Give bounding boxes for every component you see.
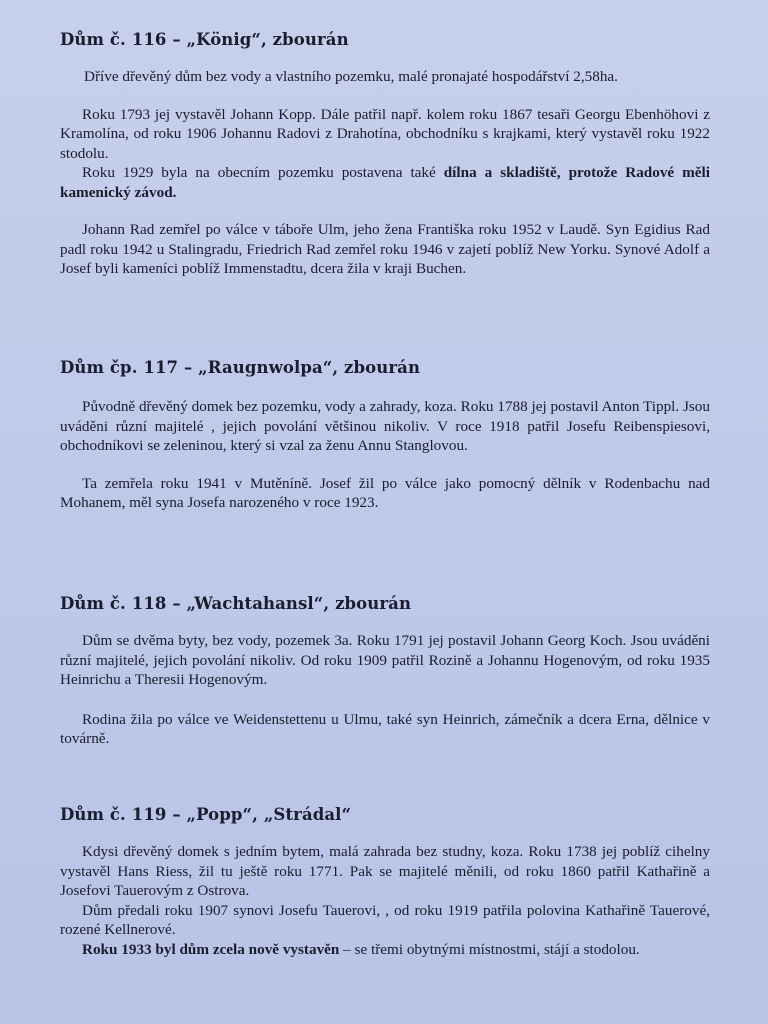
paragraph: Původně dřevěný domek bez pozemku, vody a zahrady, koza. Roku 1788 jej postavil Anton Tippl. Jsou uváděni různí majitelé , jejich povolání většinou nikoliv. V roce 1918 patřil Josefu Reibenspiesovi, obchodníkovi se zeleninou, který si vzal za ženu Annu Stanglovou.	[60, 398, 710, 454]
paragraph	[60, 163, 710, 202]
paragraph: Dům se dvěma byty, bez vody, pozemek 3a. Roku 1791 jej postavil Johann Georg Koch. Jsou uváděni různí majitelé, jejich povolání nikoliv. Od roku 1909 patřil Rozině a Johannu Hogenovým, od roku 1935 Heinrichu a Theresii Hogenovým.	[60, 632, 710, 688]
paragraph-bold-text: Roku 1933 byl dům zcela nově vystavěn	[82, 940, 340, 958]
section-heading: Dům č. 119 – „Popp“, „Strádal“	[60, 805, 352, 824]
section-heading: Dům čp. 117 – „Raugnwolpa“, zbourán	[60, 358, 421, 377]
paragraph: Dům předali roku 1907 synovi Josefu Tauerovi, , od roku 1919 patřila polovina Kathařině Tauerové, rozené Kellnerové.	[60, 901, 710, 938]
paragraph: Roku 1793 jej vystavěl Johann Kopp. Dále patřil např. kolem roku 1867 tesaři Georgu Ebenhöhovi z Kramolína, od roku 1906 Johannu Radovi z Drahotína, obchodníku s krajkami, který vystavěl roku 1922 stodolu.	[60, 105, 710, 162]
section-house-119	[60, 805, 710, 959]
paragraph: Rodina žila po válce ve Weidenstettenu u Ulmu, také syn Heinrich, zámečník a dcera Erna, dělnice v továrně.	[60, 710, 710, 747]
paragraph: Ta zemřela roku 1941 v Mutěníně. Josef žil po válce jako pomocný dělník v Rodenbachu nad Mohanem, měl syna Josefa narozeného v roce 1923.	[60, 474, 710, 511]
section-house-116	[60, 30, 710, 279]
paragraph	[60, 940, 710, 960]
paragraph: Johann Rad zemřel po válce v táboře Ulm, jeho žena Františka roku 1952 v Laudě. Syn Egidius Rad padl roku 1942 u Stalingradu, Friedrich Rad zemřel roku 1946 v zajetí poblíž New Yorku. Synové Adolf a Josef byli kameníci poblíž Immenstadtu, dcera žila v kraji Buchen.	[60, 221, 710, 277]
section-heading: Dům č. 118 – „Wachtahansl“, zbourán	[60, 594, 412, 613]
section-house-118	[60, 594, 710, 749]
paragraph: Dříve dřevěný dům bez vody a vlastního pozemku, malé pronajaté hospodářství 2,58ha.	[84, 68, 618, 85]
paragraph-text: Roku 1929 byla na obecním pozemku postavena také	[82, 164, 444, 181]
paragraph: Kdysi dřevěný domek s jedním bytem, malá zahrada bez studny, koza. Roku 1738 jej poblíž cihelny vystavěl Hans Riess, žil tu ještě roku 1771. Pak se majitelé měnili, od roku 1860 patřil Kathařině a Josefovi Tauerovým z Ostrova.	[60, 843, 710, 899]
section-heading: Dům č. 116 – „König“, zbourán	[60, 30, 349, 49]
section-house-117	[60, 358, 710, 513]
paragraph-bold-text: dílna a skladiště, protože Radové měli kamenický závod.	[60, 164, 710, 201]
paragraph-text: – se třemi obytnými místnostmi, stájí a stodolou.	[339, 940, 640, 958]
